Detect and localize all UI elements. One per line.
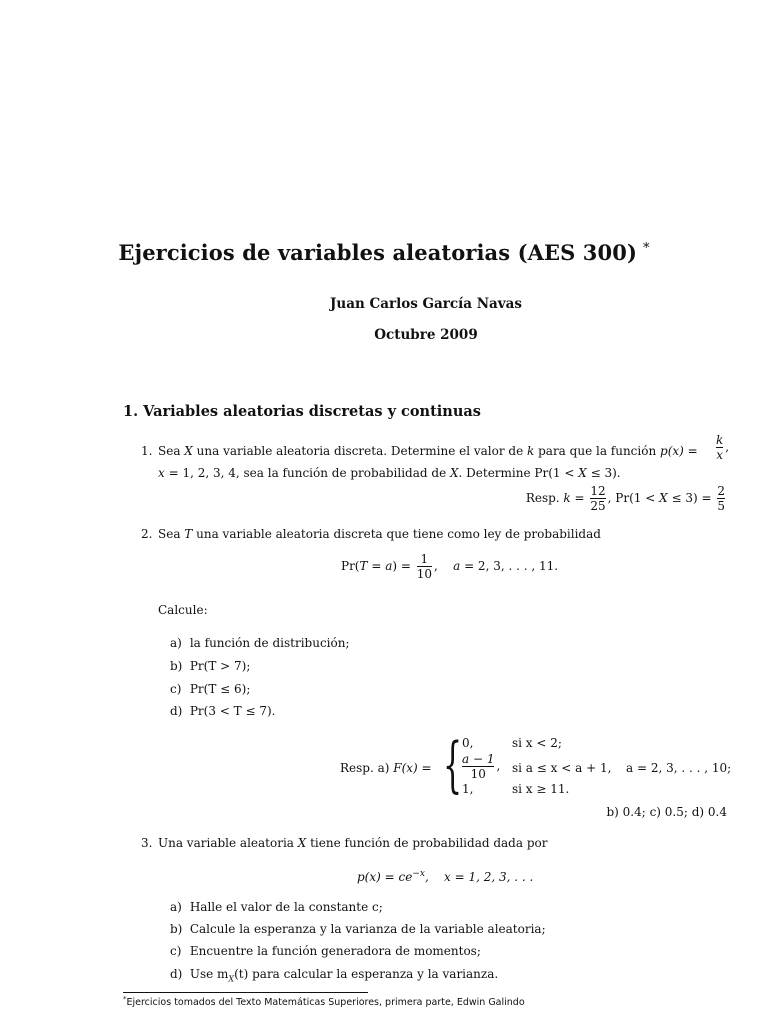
math-var: a — [453, 559, 461, 573]
item-text: Calcule la esperanza y la varianza de la variable aleatoria; — [189, 922, 546, 936]
exercise-2-item-d — [170, 704, 275, 718]
text: , — [496, 759, 501, 773]
fraction-1-10 — [417, 552, 432, 581]
denominator: 25 — [590, 499, 606, 513]
exercise-number: 1. — [141, 444, 153, 458]
exponent: −x — [412, 869, 425, 879]
left-brace: { — [443, 730, 463, 800]
text: una variable aleatoria discreta que tiene como ley de probabilidad — [192, 527, 601, 541]
numerator: 2 — [717, 484, 725, 498]
text: ≤ 3). — [586, 466, 621, 480]
text: = 2, 3, . . . , 11. — [460, 559, 559, 573]
fraction-12-25 — [590, 484, 605, 513]
numerator: 1 — [420, 552, 429, 566]
piece-2-extra: a = 2, 3, . . . , 10; — [626, 761, 732, 775]
numerator: a − 1 — [462, 752, 495, 766]
exercise-1-line-1 — [141, 443, 698, 459]
math-var: T — [359, 559, 368, 573]
item-text: Use m — [189, 967, 229, 981]
exercise-2-answer-prefix — [340, 761, 432, 775]
denominator: 10 — [416, 567, 433, 581]
item-text: Pr(T > 7); — [189, 659, 251, 673]
exercise-1-fraction — [714, 433, 729, 462]
math-var: X — [449, 466, 459, 480]
math-var: X — [578, 466, 587, 480]
text: una variable aleatoria discreta. Determine el valor de — [192, 444, 528, 458]
text: , — [434, 559, 454, 573]
numerator: k — [716, 433, 724, 447]
document-title — [0, 240, 768, 265]
subscript: X — [228, 974, 235, 984]
exercise-2-item-b — [170, 659, 250, 673]
piece-2-condition: si a ≤ x < a + 1, — [512, 761, 612, 775]
exercise-3-equation — [357, 866, 533, 885]
math-expr: p(x) = — [660, 444, 698, 458]
text: Resp. — [525, 491, 564, 505]
text: Sea — [158, 444, 185, 458]
item-text: Pr(3 < T ≤ 7). — [189, 704, 276, 718]
text: = — [367, 559, 386, 573]
exercise-2-calcule: Calcule: — [158, 603, 208, 617]
title-text: Ejercicios de variables aleatorias (AES 300) — [118, 240, 637, 265]
text: Una variable aleatoria — [158, 836, 298, 850]
item-text: Encuentre la función generadora de momentos; — [189, 944, 481, 958]
math-var: a — [385, 559, 393, 573]
fraction-2-5 — [717, 484, 725, 513]
piece-3-value: 1, — [462, 782, 474, 796]
math-var: T — [184, 527, 193, 541]
text: = — [570, 491, 589, 505]
exercise-3-item-a — [170, 900, 383, 914]
exercise-2-answer-rest: b) 0.4; c) 0.5; d) 0.4 — [606, 805, 727, 819]
item-label: a) — [170, 900, 182, 914]
item-text: Halle el valor de la constante c; — [189, 900, 383, 914]
date: Octubre 2009 — [374, 327, 478, 343]
text: ≤ 3) = — [667, 491, 716, 505]
footnote — [123, 995, 525, 1008]
text: para que la función — [534, 444, 661, 458]
piece-1-condition: si x < 2; — [512, 736, 562, 750]
footnote-text: Ejercicios tomados del Texto Matemáticas Superiores, primera parte, Edwin Galindo — [126, 997, 525, 1009]
denominator: 5 — [717, 499, 725, 513]
text: = 1, 2, 3, 4, sea la función de probabilidad de — [164, 466, 450, 480]
exercise-1-answer — [526, 484, 727, 513]
item-label: a) — [170, 636, 182, 650]
exercise-number: 3. — [141, 836, 153, 850]
text: , Pr(1 < — [607, 491, 660, 505]
item-label: c) — [170, 682, 182, 696]
exercise-number: 2. — [141, 527, 153, 541]
exercise-3-item-c — [170, 944, 481, 958]
math-expr: p(x) = ce — [357, 870, 413, 884]
fraction-k-over-x — [716, 433, 723, 462]
item-label: b) — [170, 659, 183, 673]
math-var: x — [158, 466, 165, 480]
item-text: Pr(T ≤ 6); — [189, 682, 251, 696]
exercise-2-equation — [341, 552, 558, 581]
text: ) = — [392, 559, 415, 573]
exercise-3-item-d — [170, 967, 498, 983]
exercise-3-line-1 — [141, 835, 547, 851]
exercise-2-item-c — [170, 682, 250, 696]
text: . Determine Pr(1 < — [458, 466, 579, 480]
text: Sea — [158, 527, 185, 541]
text: tiene función de probabilidad dada por — [306, 836, 548, 850]
text: Pr( — [341, 559, 360, 573]
author: Juan Carlos García Navas — [330, 296, 522, 312]
math-var: X — [184, 444, 193, 458]
exercise-3-item-b — [170, 922, 546, 936]
math-expr: , x = 1, 2, 3, . . . — [424, 870, 534, 884]
piece-1-value: 0, — [462, 736, 474, 750]
fraction-a-minus-1-over-10 — [462, 752, 494, 781]
title-footnote-mark: * — [642, 241, 650, 256]
item-label: d) — [170, 704, 183, 718]
item-text: (t) para calcular la esperanza y la varianza. — [234, 967, 499, 981]
math-var: k — [527, 444, 535, 458]
denominator: 10 — [462, 766, 494, 781]
footnote-mark: * — [123, 995, 127, 1003]
numerator: 12 — [590, 484, 606, 498]
footnote-rule — [123, 992, 368, 993]
exercise-2-item-a — [170, 636, 350, 650]
piece-3-condition: si x ≥ 11. — [512, 782, 570, 796]
item-label: b) — [170, 922, 183, 936]
item-label: c) — [170, 944, 182, 958]
denominator: x — [716, 448, 724, 462]
text: , — [725, 440, 730, 454]
item-label: d) — [170, 967, 183, 981]
text: Resp. a) — [340, 761, 394, 775]
math-var: X — [659, 491, 668, 505]
math-var: X — [297, 836, 307, 850]
exercise-1-line-2 — [158, 465, 621, 481]
section-heading: 1. Variables aleatorias discretas y continuas — [123, 403, 481, 420]
math-expr: F(x) = — [393, 761, 432, 775]
piece-2-value — [460, 752, 500, 781]
item-text: la función de distribución; — [189, 636, 350, 650]
exercise-2-line-1 — [141, 526, 601, 542]
math-var: k — [563, 491, 571, 505]
